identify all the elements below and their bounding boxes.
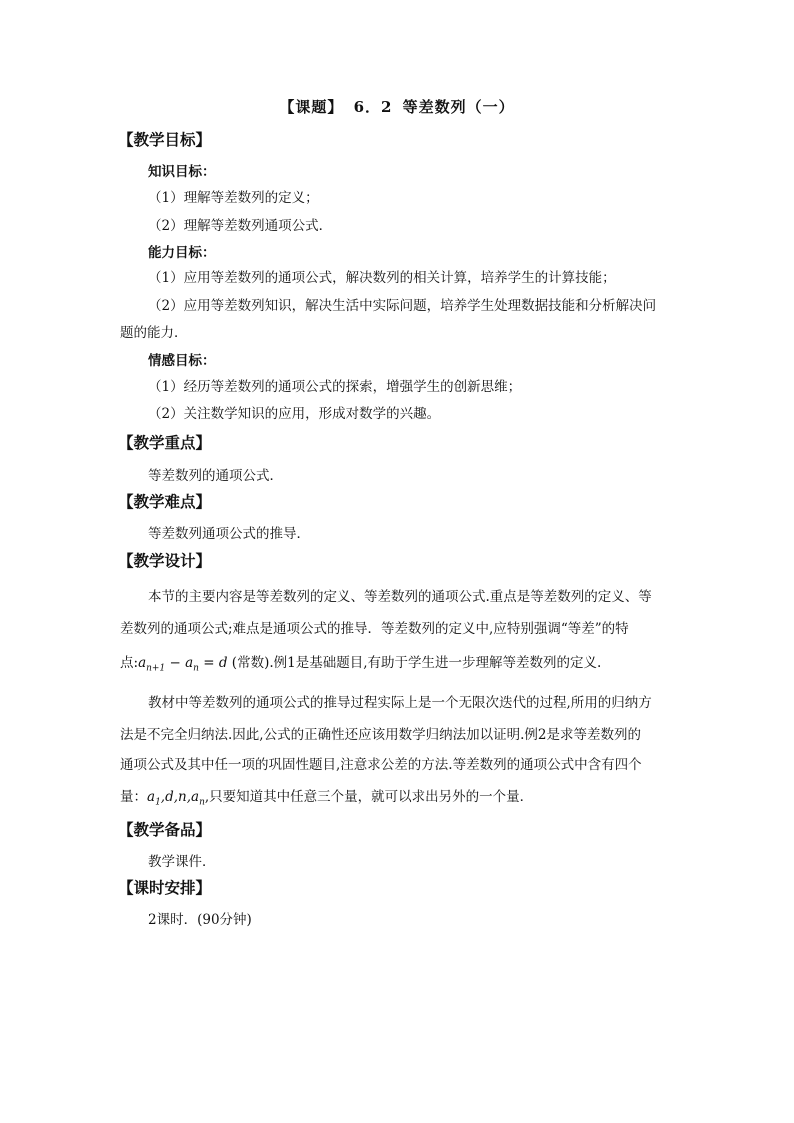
section-heading-design: 【教学设计】 <box>118 551 212 570</box>
materials-text: 教学课件． <box>148 854 216 870</box>
page-title <box>0 96 794 117</box>
line-prefix: 点: <box>120 655 139 671</box>
design-paragraph-1-line-3 <box>120 651 601 674</box>
emotion-goal-1: （1）经历等差数列的通项公式的探索，增强学生的创新思维； <box>148 379 522 395</box>
knowledge-goal-1: （1）理解等差数列的定义； <box>148 190 319 206</box>
ability-goal-2-line-1: （2）应用等差数列知识，解决生活中实际问题，培养学生处理数据技能和分析解决问 <box>148 298 657 314</box>
ability-goal-2-line-2: 题的能力． <box>120 325 188 341</box>
design-paragraph-1-line-2: 差数列的通项公式;难点是通项公式的推导．等差数列的定义中,应特别强调“等差”的特 <box>120 621 629 637</box>
design-paragraph-2-line-1: 教材中等差数列的通项公式的推导过程实际上是一个无限次迭代的过程,所用的归纳方 <box>148 695 652 711</box>
design-paragraph-2-line-2: 法是不完全归纳法.因此,公式的正确性还应该用数学归纳法加以证明.例2是求等差数列的 <box>120 727 641 743</box>
title-topic: 等差数列（一） <box>402 98 515 116</box>
title-label: 【课题】 <box>279 98 344 116</box>
title-section-number: 6．2 <box>353 98 393 116</box>
design-paragraph-2-line-4 <box>120 785 533 808</box>
section-heading-materials: 【教学备品】 <box>118 820 212 839</box>
emotion-goal-2: （2）关注数学知识的应用，形成对数学的兴趣。 <box>148 406 441 422</box>
schedule-text: 2课时．(90分钟) <box>148 912 252 928</box>
knowledge-goal-2: （2）理解等差数列通项公式． <box>148 218 333 234</box>
difficulty-text: 等差数列通项公式的推导． <box>148 526 310 542</box>
quantities-formula: $a_1,d,n,a_n$ <box>147 789 205 808</box>
emotion-goals-label: 情感目标： <box>148 353 216 369</box>
line-prefix: 量： <box>120 789 147 805</box>
line-suffix: ,只要知道其中任意三个量，就可以求出另外的一个量． <box>204 789 534 805</box>
design-paragraph-1-line-1: 本节的主要内容是等差数列的定义、等差数列的通项公式.重点是等差数列的定义、等 <box>148 589 652 605</box>
ability-goals-label: 能力目标： <box>148 245 216 261</box>
section-heading-key-point: 【教学重点】 <box>118 433 212 452</box>
section-heading-difficulty: 【教学难点】 <box>118 492 212 511</box>
design-paragraph-2-line-3: 通项公式及其中任一项的巩固性题目,注意求公差的方法.等差数列的通项公式中含有四个 <box>120 757 642 773</box>
knowledge-goals-label: 知识目标： <box>148 164 216 180</box>
section-heading-schedule: 【课时安排】 <box>118 878 212 897</box>
difference-formula: $a_{n+1} - a_n = d$ <box>138 655 228 674</box>
line-suffix: (常数).例1是基础题目,有助于学生进一步理解等差数列的定义. <box>231 655 602 671</box>
key-point-text: 等差数列的通项公式． <box>148 468 283 484</box>
ability-goal-1: （1）应用等差数列的通项公式，解决数列的相关计算，培养学生的计算技能； <box>148 270 616 286</box>
section-heading-goals: 【教学目标】 <box>118 130 212 149</box>
